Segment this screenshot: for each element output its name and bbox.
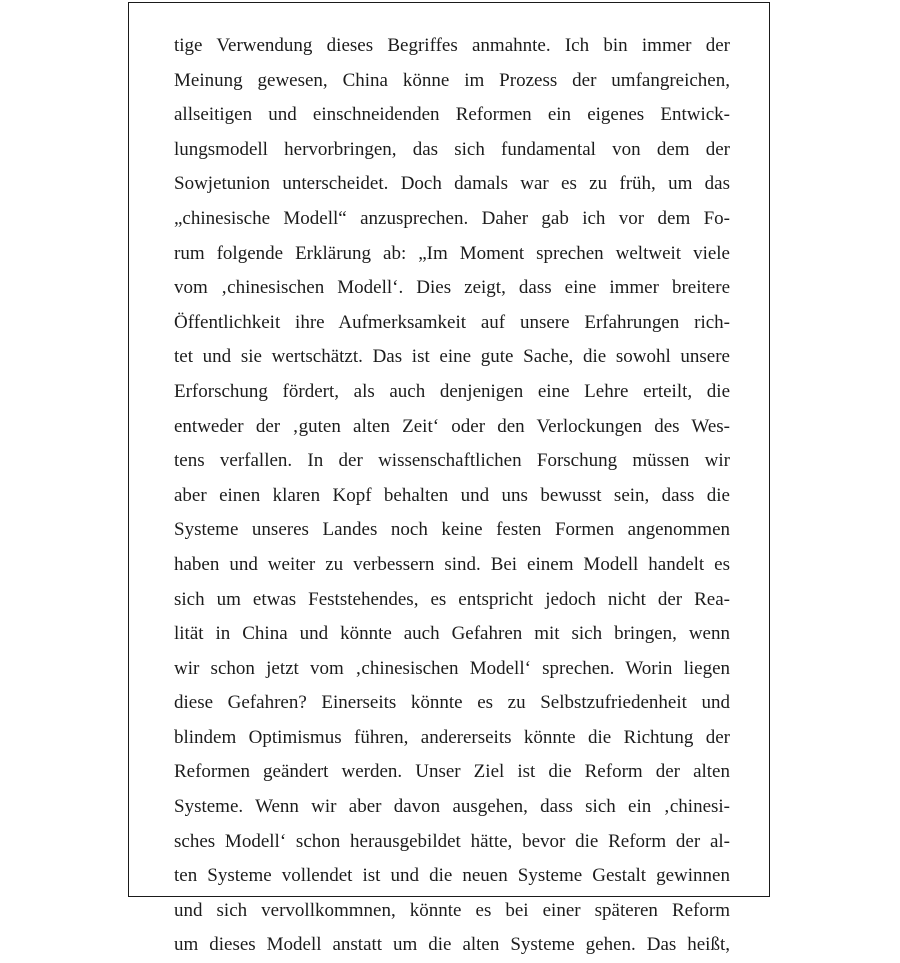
text-line: lungsmodell hervorbringen, das sich fundamental von dem der [174,138,730,160]
text-line: Erforschung fördert, als auch denjenigen eine Lehre erteilt, die [174,380,730,402]
text-line: Reformen geändert werden. Unser Ziel ist die Reform der alten [174,761,730,783]
text-line: sches Modell‘ schon herausgebildet hätte, bevor die Reform der al- [174,830,730,852]
text-line: tige Verwendung dieses Begriffes anmahnte. Ich bin immer der [174,35,730,56]
text-line: tet und sie wertschätzt. Das ist eine gute Sache, die sowohl unsere [174,346,730,368]
text-line: ten Systeme vollendet ist und die neuen Systeme Gestalt gewinnen [174,865,730,887]
text-line: vom ‚chinesischen Modell‘. Dies zeigt, dass eine immer breitere [174,277,730,299]
text-line: haben und weiter zu verbessern sind. Bei einem Modell handelt es [174,553,730,575]
text-line: Öffentlichkeit ihre Aufmerksamkeit auf unsere Erfahrungen rich- [174,311,730,333]
text-line: um dieses Modell anstatt um die alten Systeme gehen. Das heißt, [174,934,730,956]
text-line: sich um etwas Feststehendes, es entspricht jedoch nicht der Rea- [174,588,730,610]
text-line: „chinesische Modell“ anzusprechen. Daher gab ich vor dem Fo- [174,207,730,229]
text-line: tens verfallen. In der wissenschaftlichen Forschung müssen wir [174,450,730,472]
text-line: rum folgende Erklärung ab: „Im Moment sprechen weltweit viele [174,242,730,264]
body-text [174,29,730,963]
text-line: Sowjetunion unterscheidet. Doch damals war es zu früh, um das [174,173,730,195]
text-line: lität in China und könnte auch Gefahren mit sich bringen, wenn [174,623,730,645]
book-page [128,2,770,956]
text-line: aber einen klaren Kopf behalten und uns bewusst sein, dass die [174,484,730,506]
text-line: Systeme. Wenn wir aber davon ausgehen, dass sich ein ‚chinesi- [174,796,730,818]
text-line: diese Gefahren? Einerseits könnte es zu Selbstzufriedenheit und [174,692,730,714]
text-line: Meinung gewesen, China könne im Prozess der umfangreichen, [174,69,730,91]
text-line: entweder der ‚guten alten Zeit‘ oder den Verlockungen des Wes- [174,415,730,437]
text-line: und sich vervollkommnen, könnte es bei einer späteren Reform [174,899,730,921]
text-line: allseitigen und einschneidenden Reformen ein eigenes Entwick- [174,104,730,126]
text-line: blindem Optimismus führen, andererseits könnte die Richtung der [174,726,730,748]
text-line: Systeme unseres Landes noch keine festen Formen angenommen [174,519,730,541]
text-line: wir schon jetzt vom ‚chinesischen Modell‘ sprechen. Worin liegen [174,657,730,679]
